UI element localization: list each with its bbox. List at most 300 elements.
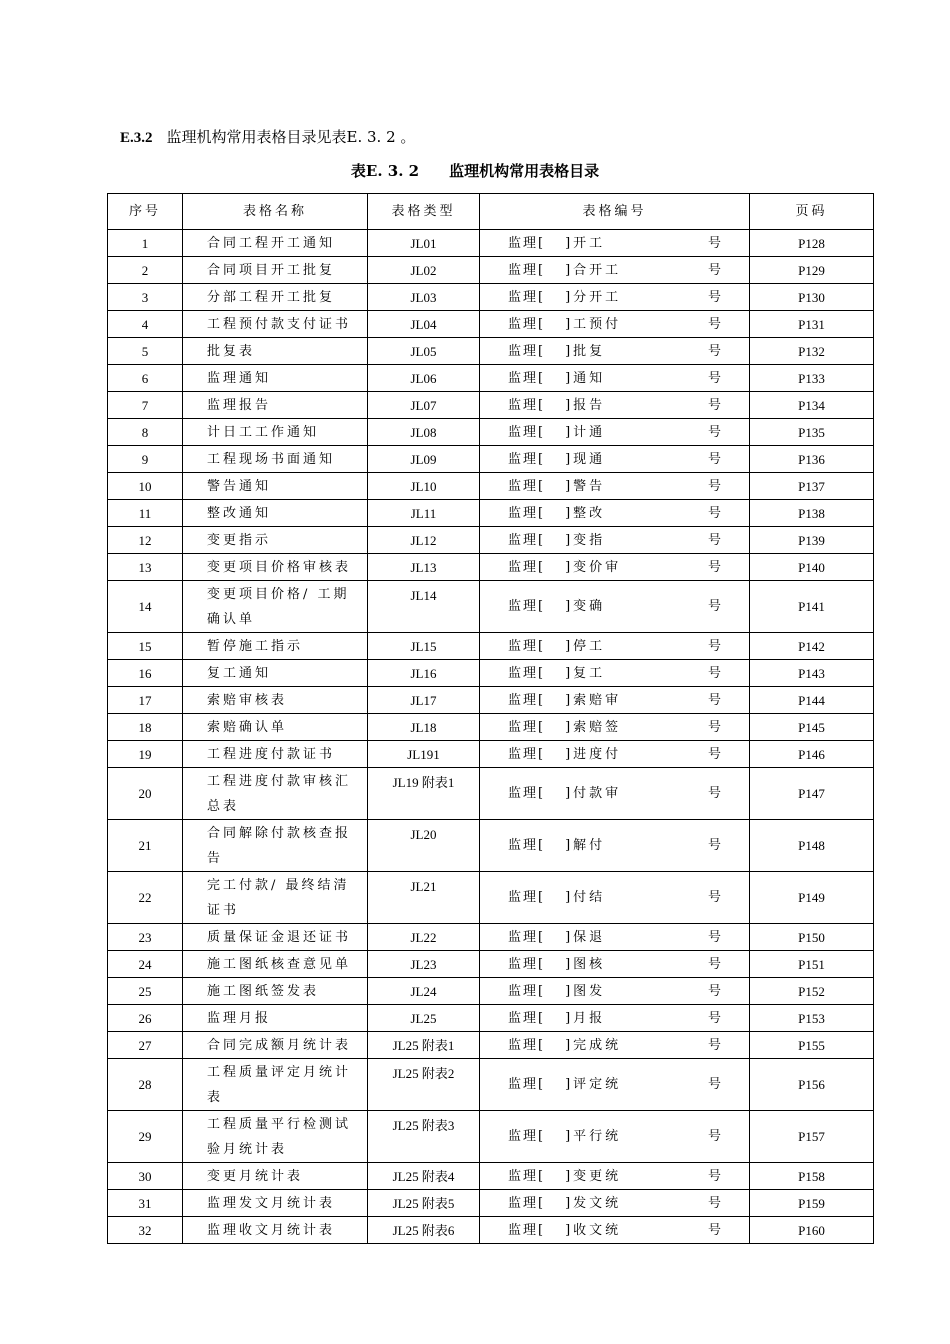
form-type: JL25 附表3 (368, 1111, 480, 1163)
code-hao: 号 (707, 559, 721, 575)
form-code (480, 284, 750, 311)
code-hao: 号 (707, 838, 721, 853)
code-prefix: 监理[ (508, 262, 546, 278)
table-body (108, 230, 874, 1244)
page-number: P160 (750, 1217, 874, 1244)
row-number: 26 (108, 1005, 183, 1032)
page-number: P148 (750, 820, 874, 872)
form-code (480, 1190, 750, 1217)
form-name: 变更项目价格审核表 (183, 554, 368, 581)
form-name: 工程质量平行检测试验月统计表 (183, 1111, 368, 1163)
code-prefix: 监理[ (508, 424, 546, 440)
code-prefix: 监理[ (508, 719, 546, 735)
code-hao: 号 (707, 746, 721, 762)
form-code (480, 633, 750, 660)
row-number: 21 (108, 820, 183, 872)
code-hao: 号 (707, 692, 721, 708)
code-suffix: ]图发 (565, 983, 606, 999)
code-hao: 号 (707, 1222, 721, 1238)
code-suffix: ]复工 (565, 665, 606, 681)
code-hao: 号 (707, 289, 721, 305)
code-hao: 号 (707, 665, 721, 681)
form-name: 索赔确认单 (183, 714, 368, 741)
form-code (480, 392, 750, 419)
page-number: P150 (750, 924, 874, 951)
code-hao: 号 (707, 786, 721, 801)
form-type: JL01 (368, 230, 480, 257)
section-number: E.3.2 (120, 130, 153, 146)
form-type: JL06 (368, 365, 480, 392)
form-name: 合同项目开工批复 (183, 257, 368, 284)
page-number: P151 (750, 951, 874, 978)
row-number: 30 (108, 1163, 183, 1190)
code-prefix: 监理[ (508, 343, 546, 359)
table-row (108, 1163, 874, 1190)
table-row (108, 284, 874, 311)
code-prefix: 监理[ (508, 505, 546, 521)
code-suffix: ]图核 (565, 956, 606, 972)
form-name: 合同解除付款核查报告 (183, 820, 368, 872)
code-hao: 号 (707, 1037, 721, 1053)
code-prefix: 监理[ (508, 1010, 546, 1026)
code-hao: 号 (707, 956, 721, 972)
form-type: JL11 (368, 500, 480, 527)
table-row (108, 1032, 874, 1059)
code-suffix: ]分开工 (565, 289, 622, 305)
form-code (480, 338, 750, 365)
form-type: JL24 (368, 978, 480, 1005)
code-prefix: 监理[ (508, 1222, 546, 1238)
form-type: JL20 (368, 820, 480, 872)
form-name: 变更月统计表 (183, 1163, 368, 1190)
form-type: JL09 (368, 446, 480, 473)
form-name: 监理报告 (183, 392, 368, 419)
form-type: JL25 (368, 1005, 480, 1032)
code-prefix: 监理[ (508, 929, 546, 945)
form-code (480, 230, 750, 257)
header-page: 页码 (750, 194, 874, 230)
code-prefix: 监理[ (508, 316, 546, 332)
form-name: 计日工工作通知 (183, 419, 368, 446)
form-name: 索赔审核表 (183, 687, 368, 714)
code-prefix: 监理[ (508, 1037, 546, 1053)
form-type: JL14 (368, 581, 480, 633)
code-suffix: ]发文统 (565, 1195, 622, 1211)
code-suffix: ]工预付 (565, 316, 622, 332)
form-code (480, 473, 750, 500)
code-prefix: 监理[ (508, 1129, 546, 1144)
table-row (108, 714, 874, 741)
form-name: 施工图纸签发表 (183, 978, 368, 1005)
form-name: 分部工程开工批复 (183, 284, 368, 311)
code-prefix: 监理[ (508, 1168, 546, 1184)
table-row (108, 392, 874, 419)
form-code (480, 1032, 750, 1059)
code-suffix: ]索赔签 (565, 719, 622, 735)
header-no: 序号 (108, 194, 183, 230)
page-number: P149 (750, 872, 874, 924)
code-suffix: ]进度付 (565, 746, 622, 762)
row-number: 8 (108, 419, 183, 446)
page-number: P152 (750, 978, 874, 1005)
code-suffix: ]月报 (565, 1010, 606, 1026)
row-number: 2 (108, 257, 183, 284)
code-suffix: ]付结 (565, 890, 606, 905)
row-number: 11 (108, 500, 183, 527)
code-hao: 号 (707, 1168, 721, 1184)
form-code (480, 924, 750, 951)
table-row (108, 924, 874, 951)
row-number: 31 (108, 1190, 183, 1217)
form-type: JL25 附表5 (368, 1190, 480, 1217)
form-code (480, 527, 750, 554)
form-code (480, 951, 750, 978)
code-prefix: 监理[ (508, 397, 546, 413)
code-suffix: ]评定统 (565, 1077, 622, 1092)
page-number: P157 (750, 1111, 874, 1163)
form-name: 复工通知 (183, 660, 368, 687)
form-type: JL10 (368, 473, 480, 500)
page-number: P158 (750, 1163, 874, 1190)
code-suffix: ]现通 (565, 451, 606, 467)
table-row (108, 951, 874, 978)
form-name: 施工图纸核查意见单 (183, 951, 368, 978)
table-row (108, 1005, 874, 1032)
form-type: JL16 (368, 660, 480, 687)
table-row (108, 500, 874, 527)
code-suffix: ]变指 (565, 532, 606, 548)
code-prefix: 监理[ (508, 532, 546, 548)
code-prefix: 监理[ (508, 692, 546, 708)
code-prefix: 监理[ (508, 451, 546, 467)
code-hao: 号 (707, 532, 721, 548)
table-row (108, 554, 874, 581)
code-prefix: 监理[ (508, 890, 546, 905)
page-number: P141 (750, 581, 874, 633)
code-hao: 号 (707, 599, 721, 614)
page-number: P136 (750, 446, 874, 473)
code-suffix: ]报告 (565, 397, 606, 413)
form-type: JL25 附表1 (368, 1032, 480, 1059)
code-hao: 号 (707, 424, 721, 440)
table-row (108, 365, 874, 392)
row-number: 24 (108, 951, 183, 978)
form-code (480, 872, 750, 924)
code-hao: 号 (707, 370, 721, 386)
form-type: JL07 (368, 392, 480, 419)
code-suffix: ]保退 (565, 929, 606, 945)
table-row (108, 419, 874, 446)
form-code (480, 500, 750, 527)
table-row (108, 1217, 874, 1244)
code-hao: 号 (707, 262, 721, 278)
table-row (108, 872, 874, 924)
table-row (108, 473, 874, 500)
code-hao: 号 (707, 929, 721, 945)
table-row (108, 768, 874, 820)
code-hao: 号 (707, 890, 721, 905)
table-row (108, 820, 874, 872)
row-number: 17 (108, 687, 183, 714)
row-number: 18 (108, 714, 183, 741)
form-name: 监理月报 (183, 1005, 368, 1032)
form-type: JL12 (368, 527, 480, 554)
form-name: 整改通知 (183, 500, 368, 527)
code-hao: 号 (707, 1010, 721, 1026)
page-number: P145 (750, 714, 874, 741)
table-row (108, 230, 874, 257)
table-row (108, 1111, 874, 1163)
row-number: 32 (108, 1217, 183, 1244)
row-number: 12 (108, 527, 183, 554)
form-type: JL08 (368, 419, 480, 446)
page-number: P155 (750, 1032, 874, 1059)
form-name: 工程进度付款审核汇总表 (183, 768, 368, 820)
table-row (108, 687, 874, 714)
form-type: JL25 附表2 (368, 1059, 480, 1111)
row-number: 7 (108, 392, 183, 419)
code-hao: 号 (707, 316, 721, 332)
table-row (108, 978, 874, 1005)
code-prefix: 监理[ (508, 983, 546, 999)
form-code (480, 581, 750, 633)
page-number: P137 (750, 473, 874, 500)
form-code (480, 365, 750, 392)
form-code (480, 820, 750, 872)
page-number: P139 (750, 527, 874, 554)
code-prefix: 监理[ (508, 956, 546, 972)
form-name: 完工付款/ 最终结清证书 (183, 872, 368, 924)
page-number: P159 (750, 1190, 874, 1217)
form-name: 变更项目价格/ 工期确认单 (183, 581, 368, 633)
form-code (480, 660, 750, 687)
code-hao: 号 (707, 343, 721, 359)
code-prefix: 监理[ (508, 638, 546, 654)
form-code (480, 419, 750, 446)
code-prefix: 监理[ (508, 838, 546, 853)
table-row (108, 446, 874, 473)
code-suffix: ]完成统 (565, 1037, 622, 1053)
header-name: 表格名称 (183, 194, 368, 230)
code-suffix: ]通知 (565, 370, 606, 386)
table-caption (0, 160, 950, 181)
form-name: 质量保证金退还证书 (183, 924, 368, 951)
row-number: 6 (108, 365, 183, 392)
code-suffix: ]收文统 (565, 1222, 622, 1238)
code-hao: 号 (707, 478, 721, 494)
page-number: P132 (750, 338, 874, 365)
intro-line (120, 126, 415, 147)
page-number: P129 (750, 257, 874, 284)
code-hao: 号 (707, 1129, 721, 1144)
form-code (480, 311, 750, 338)
code-prefix: 监理[ (508, 235, 546, 251)
row-number: 9 (108, 446, 183, 473)
page-number: P146 (750, 741, 874, 768)
code-suffix: ]变确 (565, 599, 606, 614)
form-name: 工程质量评定月统计表 (183, 1059, 368, 1111)
code-suffix: ]批复 (565, 343, 606, 359)
form-name: 监理收文月统计表 (183, 1217, 368, 1244)
row-number: 28 (108, 1059, 183, 1111)
table-row (108, 1190, 874, 1217)
code-prefix: 监理[ (508, 478, 546, 494)
code-suffix: ]合开工 (565, 262, 622, 278)
form-name: 工程现场书面通知 (183, 446, 368, 473)
code-suffix: ]索赔审 (565, 692, 622, 708)
code-hao: 号 (707, 505, 721, 521)
row-number: 3 (108, 284, 183, 311)
table-header-row (108, 194, 874, 230)
form-code (480, 1163, 750, 1190)
code-hao: 号 (707, 235, 721, 251)
page-number: P143 (750, 660, 874, 687)
form-name: 监理通知 (183, 365, 368, 392)
row-number: 15 (108, 633, 183, 660)
row-number: 14 (108, 581, 183, 633)
form-type: JL04 (368, 311, 480, 338)
form-name: 合同工程开工通知 (183, 230, 368, 257)
form-name: 变更指示 (183, 527, 368, 554)
code-hao: 号 (707, 1077, 721, 1092)
code-suffix: ]付款审 (565, 786, 622, 801)
intro-text: 监理机构常用表格目录见表E. 3. 2 。 (166, 128, 416, 146)
row-number: 23 (108, 924, 183, 951)
code-hao: 号 (707, 719, 721, 735)
page-number: P133 (750, 365, 874, 392)
table-row (108, 311, 874, 338)
code-suffix: ]平行统 (565, 1129, 622, 1144)
form-code (480, 714, 750, 741)
table-row (108, 581, 874, 633)
row-number: 19 (108, 741, 183, 768)
code-prefix: 监理[ (508, 665, 546, 681)
form-name: 批复表 (183, 338, 368, 365)
page-number: P135 (750, 419, 874, 446)
form-code (480, 1059, 750, 1111)
row-number: 1 (108, 230, 183, 257)
row-number: 13 (108, 554, 183, 581)
page-number: P153 (750, 1005, 874, 1032)
code-prefix: 监理[ (508, 1077, 546, 1092)
row-number: 22 (108, 872, 183, 924)
form-name: 暂停施工指示 (183, 633, 368, 660)
page-number: P140 (750, 554, 874, 581)
form-type: JL17 (368, 687, 480, 714)
table-caption-label: 表E. 3. 2 (350, 162, 420, 180)
row-number: 5 (108, 338, 183, 365)
form-type: JL25 附表4 (368, 1163, 480, 1190)
table-row (108, 741, 874, 768)
code-suffix: ]警告 (565, 478, 606, 494)
row-number: 29 (108, 1111, 183, 1163)
form-type: JL21 (368, 872, 480, 924)
form-code (480, 768, 750, 820)
row-number: 10 (108, 473, 183, 500)
page-number: P130 (750, 284, 874, 311)
table-row (108, 257, 874, 284)
form-code (480, 554, 750, 581)
code-prefix: 监理[ (508, 559, 546, 575)
form-name: 监理发文月统计表 (183, 1190, 368, 1217)
code-hao: 号 (707, 1195, 721, 1211)
code-hao: 号 (707, 983, 721, 999)
form-name: 警告通知 (183, 473, 368, 500)
form-name: 工程预付款支付证书 (183, 311, 368, 338)
code-hao: 号 (707, 638, 721, 654)
code-prefix: 监理[ (508, 599, 546, 614)
header-code: 表格编号 (480, 194, 750, 230)
page-number: P142 (750, 633, 874, 660)
form-type: JL19 附表1 (368, 768, 480, 820)
form-code (480, 1111, 750, 1163)
code-prefix: 监理[ (508, 289, 546, 305)
form-type: JL05 (368, 338, 480, 365)
code-suffix: ]变更统 (565, 1168, 622, 1184)
page-number: P144 (750, 687, 874, 714)
form-name: 合同完成额月统计表 (183, 1032, 368, 1059)
form-code (480, 1005, 750, 1032)
form-type: JL25 附表6 (368, 1217, 480, 1244)
form-code (480, 741, 750, 768)
form-name: 工程进度付款证书 (183, 741, 368, 768)
form-type: JL191 (368, 741, 480, 768)
form-code (480, 446, 750, 473)
code-suffix: ]开工 (565, 235, 606, 251)
table-row (108, 1059, 874, 1111)
code-suffix: ]变价审 (565, 559, 622, 575)
code-prefix: 监理[ (508, 1195, 546, 1211)
table-row (108, 338, 874, 365)
form-code (480, 257, 750, 284)
code-prefix: 监理[ (508, 786, 546, 801)
code-hao: 号 (707, 397, 721, 413)
code-suffix: ]停工 (565, 638, 606, 654)
row-number: 4 (108, 311, 183, 338)
form-code (480, 978, 750, 1005)
header-type: 表格类型 (368, 194, 480, 230)
row-number: 25 (108, 978, 183, 1005)
table-row (108, 660, 874, 687)
code-suffix: ]整改 (565, 505, 606, 521)
form-type: JL03 (368, 284, 480, 311)
form-type: JL23 (368, 951, 480, 978)
code-suffix: ]解付 (565, 838, 606, 853)
row-number: 27 (108, 1032, 183, 1059)
code-hao: 号 (707, 451, 721, 467)
code-suffix: ]计通 (565, 424, 606, 440)
page-number: P134 (750, 392, 874, 419)
form-type: JL15 (368, 633, 480, 660)
table-row (108, 527, 874, 554)
table-caption-title: 监理机构常用表格目录 (449, 162, 600, 180)
page-number: P156 (750, 1059, 874, 1111)
row-number: 16 (108, 660, 183, 687)
page-number: P147 (750, 768, 874, 820)
page-number: P138 (750, 500, 874, 527)
page-number: P131 (750, 311, 874, 338)
row-number: 20 (108, 768, 183, 820)
code-prefix: 监理[ (508, 370, 546, 386)
form-code (480, 1217, 750, 1244)
page-number: P128 (750, 230, 874, 257)
form-type: JL18 (368, 714, 480, 741)
form-catalog-table (107, 193, 874, 1244)
form-type: JL13 (368, 554, 480, 581)
code-prefix: 监理[ (508, 746, 546, 762)
form-code (480, 687, 750, 714)
table-row (108, 633, 874, 660)
